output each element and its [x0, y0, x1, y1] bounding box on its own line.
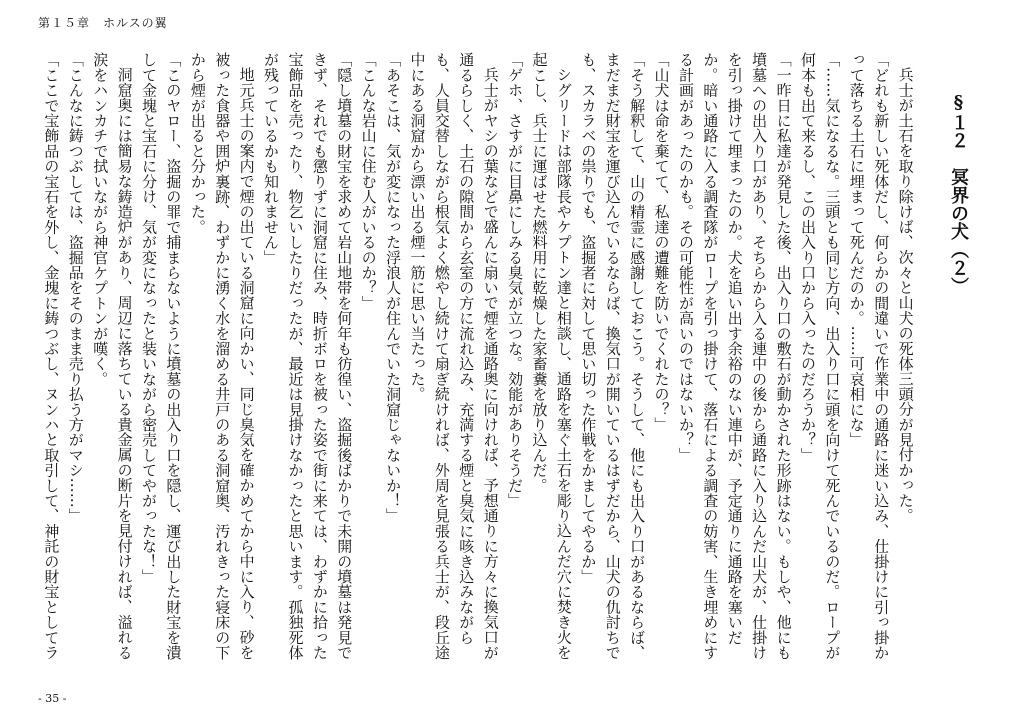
paragraph-narration: 兵士がヤシの葉などで盛んに扇いで煙を通路奥に向ければ、予想通りに方々に換気口が通るらしく、土石の隙間から玄室の方に流れ込み、充満する煙と臭気に咳き込みながらも、人員交替しながら根気よく燃やし続けて扇ぎ続ければ、外周を見張る兵士が、段丘途中にある洞窟から漂い出る煙一筋に思い当たった。: [408, 52, 500, 660]
body-text: [35, 52, 970, 662]
section-title: §１２ 冥界の犬（２）: [948, 92, 969, 296]
page-number: - 35 -: [38, 692, 67, 705]
paragraph-dialog: 「ここで宝飾品の宝石を外し、金塊に鋳つぶし、ヌンハと取引して、神託の財宝としてラ: [42, 52, 61, 660]
paragraph-narration: シグリードは部隊長やケプトン達と相談し、通路を塞ぐ土石を彫り込んだ穴に焚き火を起こし、兵士に運ばせた燃料用に乾燥した家畜糞を放り込んだ。: [530, 52, 573, 660]
paragraph-narration: 洞窟奥には簡易な鋳造炉があり、周辺に落ちている貴金属の断片を見付ければ、溢れる涙をハンカチで拭いながら神官ケプトンが嘆く。: [91, 52, 134, 660]
paragraph-dialog: 「こんな岩山に住む人がいるのか？」: [359, 52, 378, 311]
paragraph-narration: 地元兵士の案内で煙の出ている洞窟に向かい、同じ臭気を確かめてから中に入り、砂を被った食器や囲炉裏跡、わずかに湧く水を溜める井戸のある洞窟奥、汚れきった寝床の下から煙が出ると分かった。: [188, 52, 256, 660]
chapter-header: 第１５章 ホルスの翼: [38, 16, 168, 30]
paragraph-dialog: 「……気になるな。三頭とも同じ方向、出入り口に頭を向けて死んでいるのだ。ロープが何本も出て来るし、この出入り口から入ったのだろうか？」: [798, 52, 842, 660]
paragraph-dialog: 「あそこは、気が変になった浮浪人が住んでいた洞窟じゃないか！」: [384, 52, 403, 524]
paragraph-dialog: 「どれも新しい死体だし、何らかの間違いで作業中の通路に迷い込み、仕掛けに引っ掛かって落ちる土石に埋まって死んだのか。……可哀相にな」: [847, 52, 891, 660]
paragraph-dialog: 「そう解釈して、山の精霊に感謝しておこう。そうして、他にも出入り口があるならば、まだまだ財宝を運び込んでいるならば、換気口が開いているはずだから、山犬の仇討ちでも、スカラベの祟りでも、盗掘者に対して思い切った作戦をかましてやるか」: [579, 52, 647, 660]
paragraph-dialog: 「ゲホ、さすがに目鼻にしみる臭気が立つな。効能がありそうだ」: [506, 52, 525, 508]
paragraph-dialog: 「山犬は命を棄てて、私達の遭難を防いでくれたの？」: [652, 52, 671, 432]
paragraph-dialog: 「一昨日に私達が発見した後、出入り口の敷石が動かされた形跡はない。もしや、他にも墳墓への出入り口があり、そちらから入る連中の後から通路に入り込んだ山犬が、仕掛けを引っ掛けて埋まったのか。犬を追い出す余裕のない連中が、予定通りに通路を塞いだか。暗い通路に入る調査隊がロープを引っ掛けて、落石による調査の妨害、生き埋めにする計画があったのかも。その可能性が高いのではないか？」: [676, 52, 793, 661]
paragraph-narration: 兵士が土石を取り除けば、次々と山犬の死体三頭分が見付かった。: [896, 67, 915, 523]
paragraph-dialog: 「隠し墳墓の財宝を求めて岩山地帯を何年も彷徨い、盗掘後ばかりで未開の墳墓は発見できず、それでも懲りずに洞窟に住み、時折ボロを被った姿で街に来ては、わずかに拾った宝飾品を売ったり、物乞いしたりだったが、最近は見掛けなかったと思います。孤独死体が残っているかも知れません」: [262, 52, 354, 660]
paragraph-dialog: 「このヤロー、盗掘の罪で捕まらないように墳墓の出入り口を隠し、運び出した財宝を潰して金塊と宝石に分け、気が変になったと装いながら密売してやがったな！」: [140, 52, 183, 660]
paragraph-dialog: 「こんなに鋳つぶしては、盗掘品をそのまま売り払う方がマシ……」: [66, 52, 85, 524]
